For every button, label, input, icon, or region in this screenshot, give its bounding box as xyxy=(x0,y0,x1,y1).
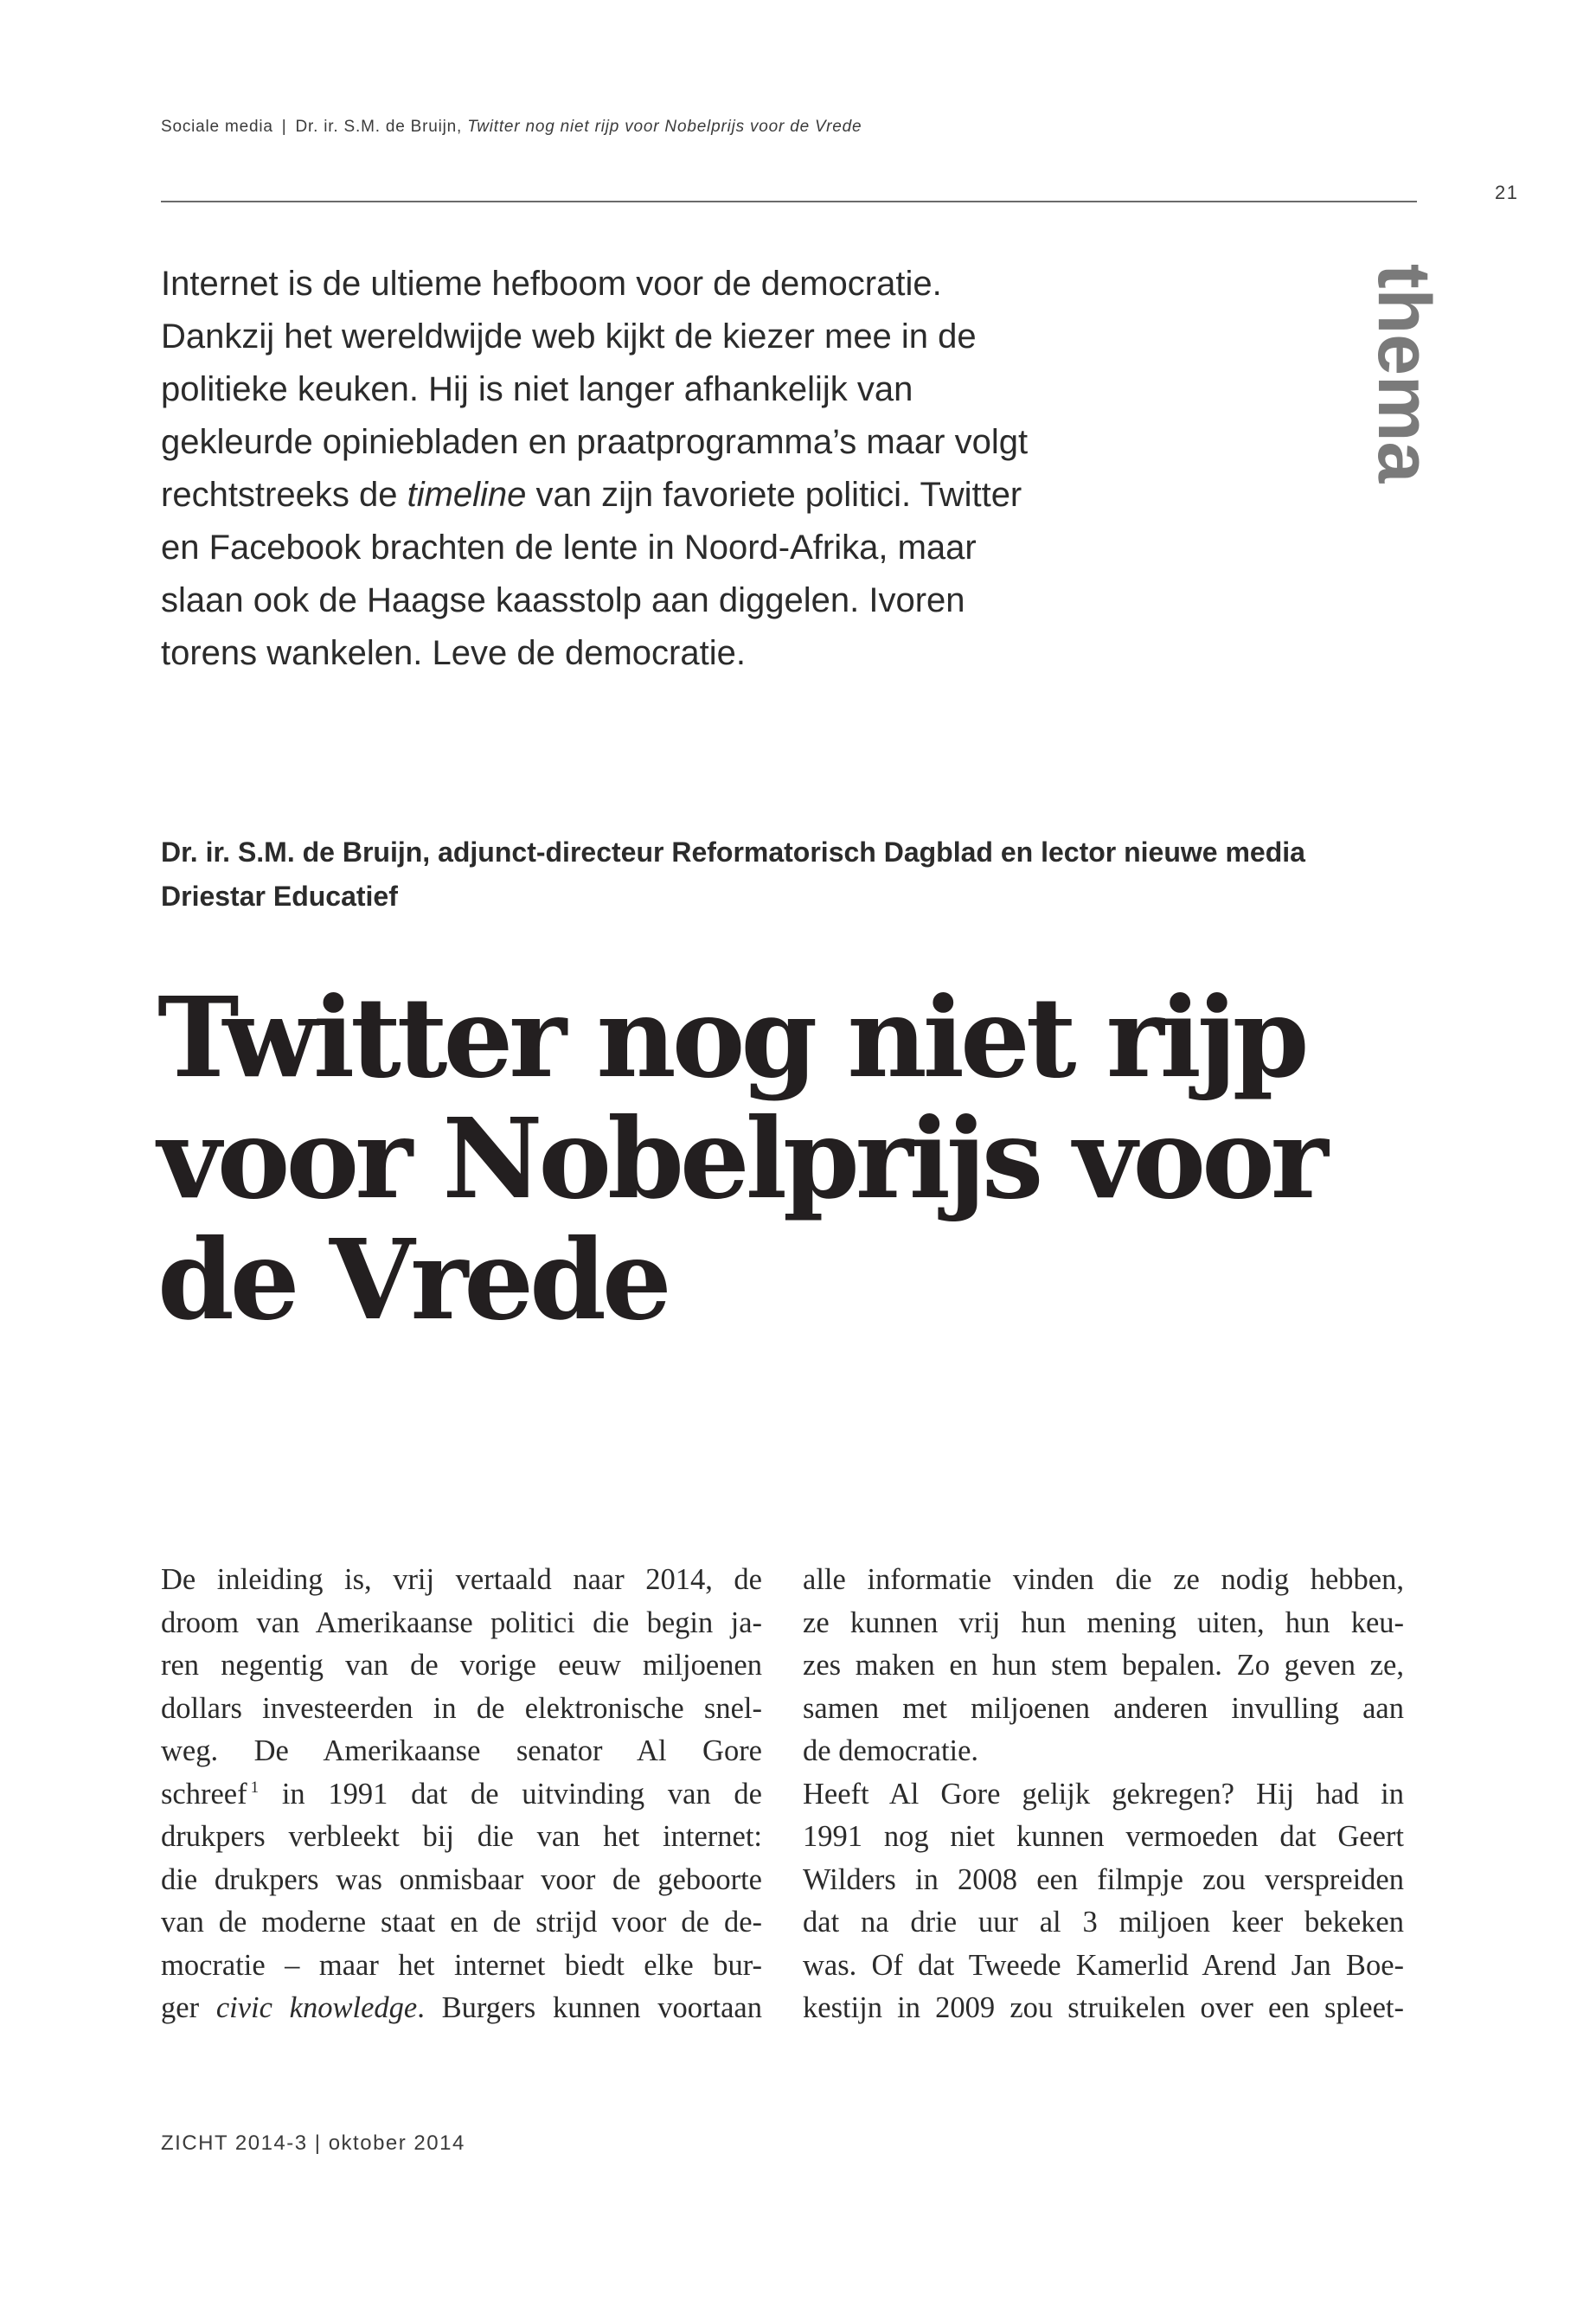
body-line: de democratie. xyxy=(803,1734,979,1767)
body-line: droom van Amerikaanse politici die begin ja- xyxy=(161,1606,762,1639)
lead-italic-term: timeline xyxy=(407,476,527,514)
body-line: mocratie – maar het internet biedt elke bur- xyxy=(161,1948,762,1982)
header-article-title: Twitter nog niet rijp voor Nobelprijs voor de Vrede xyxy=(467,118,862,136)
body-column-right xyxy=(803,1559,1404,2030)
byline-line: Dr. ir. S.M. de Bruijn, adjunct-directeur Reformatorisch Dagblad en lector nieuwe media xyxy=(161,836,1305,868)
body-line: die drukpers was onmisbaar voor de geboorte xyxy=(161,1862,762,1896)
footnote-marker[interactable]: 1 xyxy=(250,1778,260,1797)
body-column-left xyxy=(161,1559,762,2030)
page-footer xyxy=(161,2131,465,2156)
body-line: ze kunnen vrij hun mening uiten, hun keu- xyxy=(803,1606,1404,1639)
title-line: voor Nobelprijs voor xyxy=(157,1094,1324,1223)
article-title xyxy=(157,973,1429,1344)
header-author: Dr. ir. S.M. de Bruijn, xyxy=(295,118,463,136)
lead-paragraph xyxy=(161,258,1138,680)
byline-line: Driestar Educatief xyxy=(161,881,398,912)
header-separator: | xyxy=(281,118,287,136)
lead-line: Dankzij het wereldwijde web kijkt de kiezer mee in de xyxy=(161,317,977,356)
running-header xyxy=(161,118,862,137)
body-line: weg. De Amerikaanse senator Al Gore xyxy=(161,1734,762,1767)
body-line: De inleiding is, vrij vertaald naar 2014, de xyxy=(161,1563,762,1596)
body-line: Heeft Al Gore gelijk gekregen? Hij had in xyxy=(803,1777,1404,1811)
body-line: 1991 nog niet kunnen vermoeden dat Geert xyxy=(803,1820,1404,1853)
italic-term: civic knowledge xyxy=(215,1991,418,2024)
body-line: van de moderne staat en de strijd voor de de- xyxy=(161,1906,762,1939)
body-line: kestijn in 2009 zou struikelen over een spleet- xyxy=(803,1991,1404,2024)
thema-side-label xyxy=(1339,264,1460,523)
body-line: was. Of dat Tweede Kamerlid Arend Jan Boe- xyxy=(803,1948,1404,1982)
lead-line: politieke keuken. Hij is niet langer afhankelijk van xyxy=(161,370,913,408)
body-line: zes maken en hun stem bepalen. Zo geven ze, xyxy=(803,1649,1404,1682)
body-line: dat na drie uur al 3 miljoen keer bekeken xyxy=(803,1906,1404,1939)
lead-line: gekleurde opiniebladen en praatprogramma’s maar volgt xyxy=(161,423,1029,461)
lead-line: torens wankelen. Leve de democratie. xyxy=(161,634,746,672)
body-line: samen met miljoenen anderen invulling aan xyxy=(803,1691,1404,1725)
lead-line: Internet is de ultieme hefboom voor de democratie. xyxy=(161,265,942,303)
body-line: alle informatie vinden die ze nodig hebben, xyxy=(803,1563,1404,1596)
lead-line: en Facebook brachten de lente in Noord-Afrika, maar xyxy=(161,529,977,567)
lead-line: rechtstreeks de timeline van zijn favoriete politici. Twitter xyxy=(161,476,1022,514)
title-line: Twitter nog niet rijp xyxy=(157,973,1305,1102)
lead-line: slaan ook de Haagse kaasstolp aan diggelen. Ivoren xyxy=(161,581,965,619)
footer-issue: ZICHT 2014-3 xyxy=(161,2131,308,2155)
body-line: schreef $^1$ in 1991 dat de uitvinding van de xyxy=(161,1777,762,1811)
section-name: Sociale media xyxy=(161,118,273,136)
body-line: dollars investeerden in de elektronische snel- xyxy=(161,1691,762,1725)
body-line: Wilders in 2008 een filmpje zou verspreiden xyxy=(803,1862,1404,1896)
page-number: 21 xyxy=(1495,182,1519,203)
footer-separator: | xyxy=(314,2131,322,2155)
body-line: ren negentig van de vorige eeuw miljoenen xyxy=(161,1649,762,1682)
body-line: ger civic knowledge. Burgers kunnen voortaan xyxy=(161,1991,762,2024)
body-line: drukpers verbleekt bij die van het internet: xyxy=(161,1820,762,1853)
title-line: de Vrede xyxy=(157,1215,668,1344)
thema-label-text: thema xyxy=(1362,264,1445,484)
author-byline xyxy=(161,830,1424,919)
header-rule xyxy=(161,201,1417,202)
footer-date: oktober 2014 xyxy=(328,2131,465,2155)
